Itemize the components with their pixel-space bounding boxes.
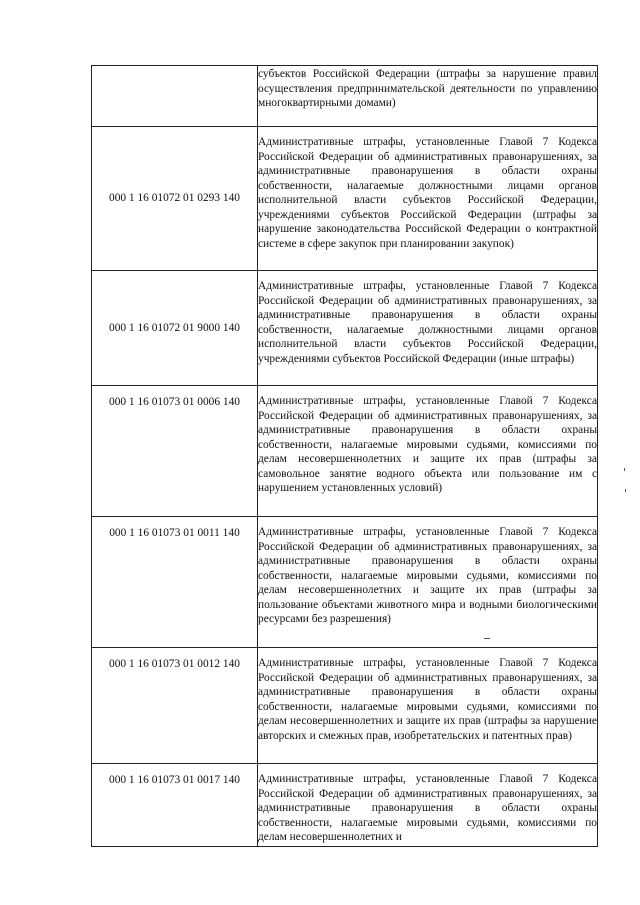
table-row (92, 127, 598, 271)
description-cell: Административные штрафы, установленные Главой 7 Кодекса Российской Федерации об административных правонарушениях, за административные правонарушения в области охраны собственности, налагаемые должностными лицами органов исполнительной власти субъектов Российской Федерации, учреждениями субъектов Российской Федерации (иные штрафы) (258, 271, 598, 386)
table-row (92, 764, 598, 847)
description-cell: субъектов Российской Федерации (штрафы за нарушение правил осуществления предпринимательской деятельности по управлению многоквартирными домами) (258, 66, 598, 127)
description-cell: Административные штрафы, установленные Главой 7 Кодекса Российской Федерации об административных правонарушениях, за административные правонарушения в области охраны собственности, налагаемые должностными лицами органов исполнительной власти субъектов Российской Федерации, учреждениями субъектов Российской Федерации (штрафы за нарушение законодательства Российской Федерации о контрактной системе в сфере закупок при планировании закупок) (258, 127, 598, 271)
budget-codes-table (91, 65, 598, 847)
table-row (92, 648, 598, 764)
scan-mark (625, 489, 626, 492)
description-cell: Административные штрафы, установленные Главой 7 Кодекса Российской Федерации об административных правонарушениях, за административные правонарушения в области охраны собственности, налагаемые мировыми судьями, комиссиями по делам несовершеннолетних и (258, 764, 598, 847)
description-cell: Административные штрафы, установленные Главой 7 Кодекса Российской Федерации об административных правонарушениях, за административные правонарушения в области охраны собственности, налагаемые мировыми судьями, комиссиями по делам несовершеннолетних и защите их прав (штрафы за самовольное занятие водного объекта или пользование им с нарушением установленных условий) (258, 386, 598, 517)
code-cell: 000 1 16 01073 01 0017 140 (92, 764, 258, 847)
table-row (92, 66, 598, 127)
description-cell: Административные штрафы, установленные Главой 7 Кодекса Российской Федерации об административных правонарушениях, за административные правонарушения в области охраны собственности, налагаемые мировыми судьями, комиссиями по делам несовершеннолетних и защите их прав (штрафы за нарушение авторских и смежных прав, изобретательских и патентных прав) (258, 648, 598, 764)
scan-mark (484, 638, 490, 639)
code-cell (92, 66, 258, 127)
code-cell: 000 1 16 01073 01 0012 140 (92, 648, 258, 764)
table-row (92, 271, 598, 386)
description-cell: Административные штрафы, установленные Главой 7 Кодекса Российской Федерации об административных правонарушениях, за административные правонарушения в области охраны собственности, налагаемые мировыми судьями, комиссиями по делам несовершеннолетних и защите их прав (штрафы за пользование объектами животного мира и водными биологическими ресурсами без разрешения) (258, 517, 598, 648)
code-cell: 000 1 16 01073 01 0011 140 (92, 517, 258, 648)
table-row (92, 517, 598, 648)
code-cell: 000 1 16 01072 01 0293 140 (92, 127, 258, 271)
table-row (92, 386, 598, 517)
code-cell: 000 1 16 01073 01 0006 140 (92, 386, 258, 517)
code-cell: 000 1 16 01072 01 9000 140 (92, 271, 258, 386)
scan-mark (624, 468, 625, 471)
